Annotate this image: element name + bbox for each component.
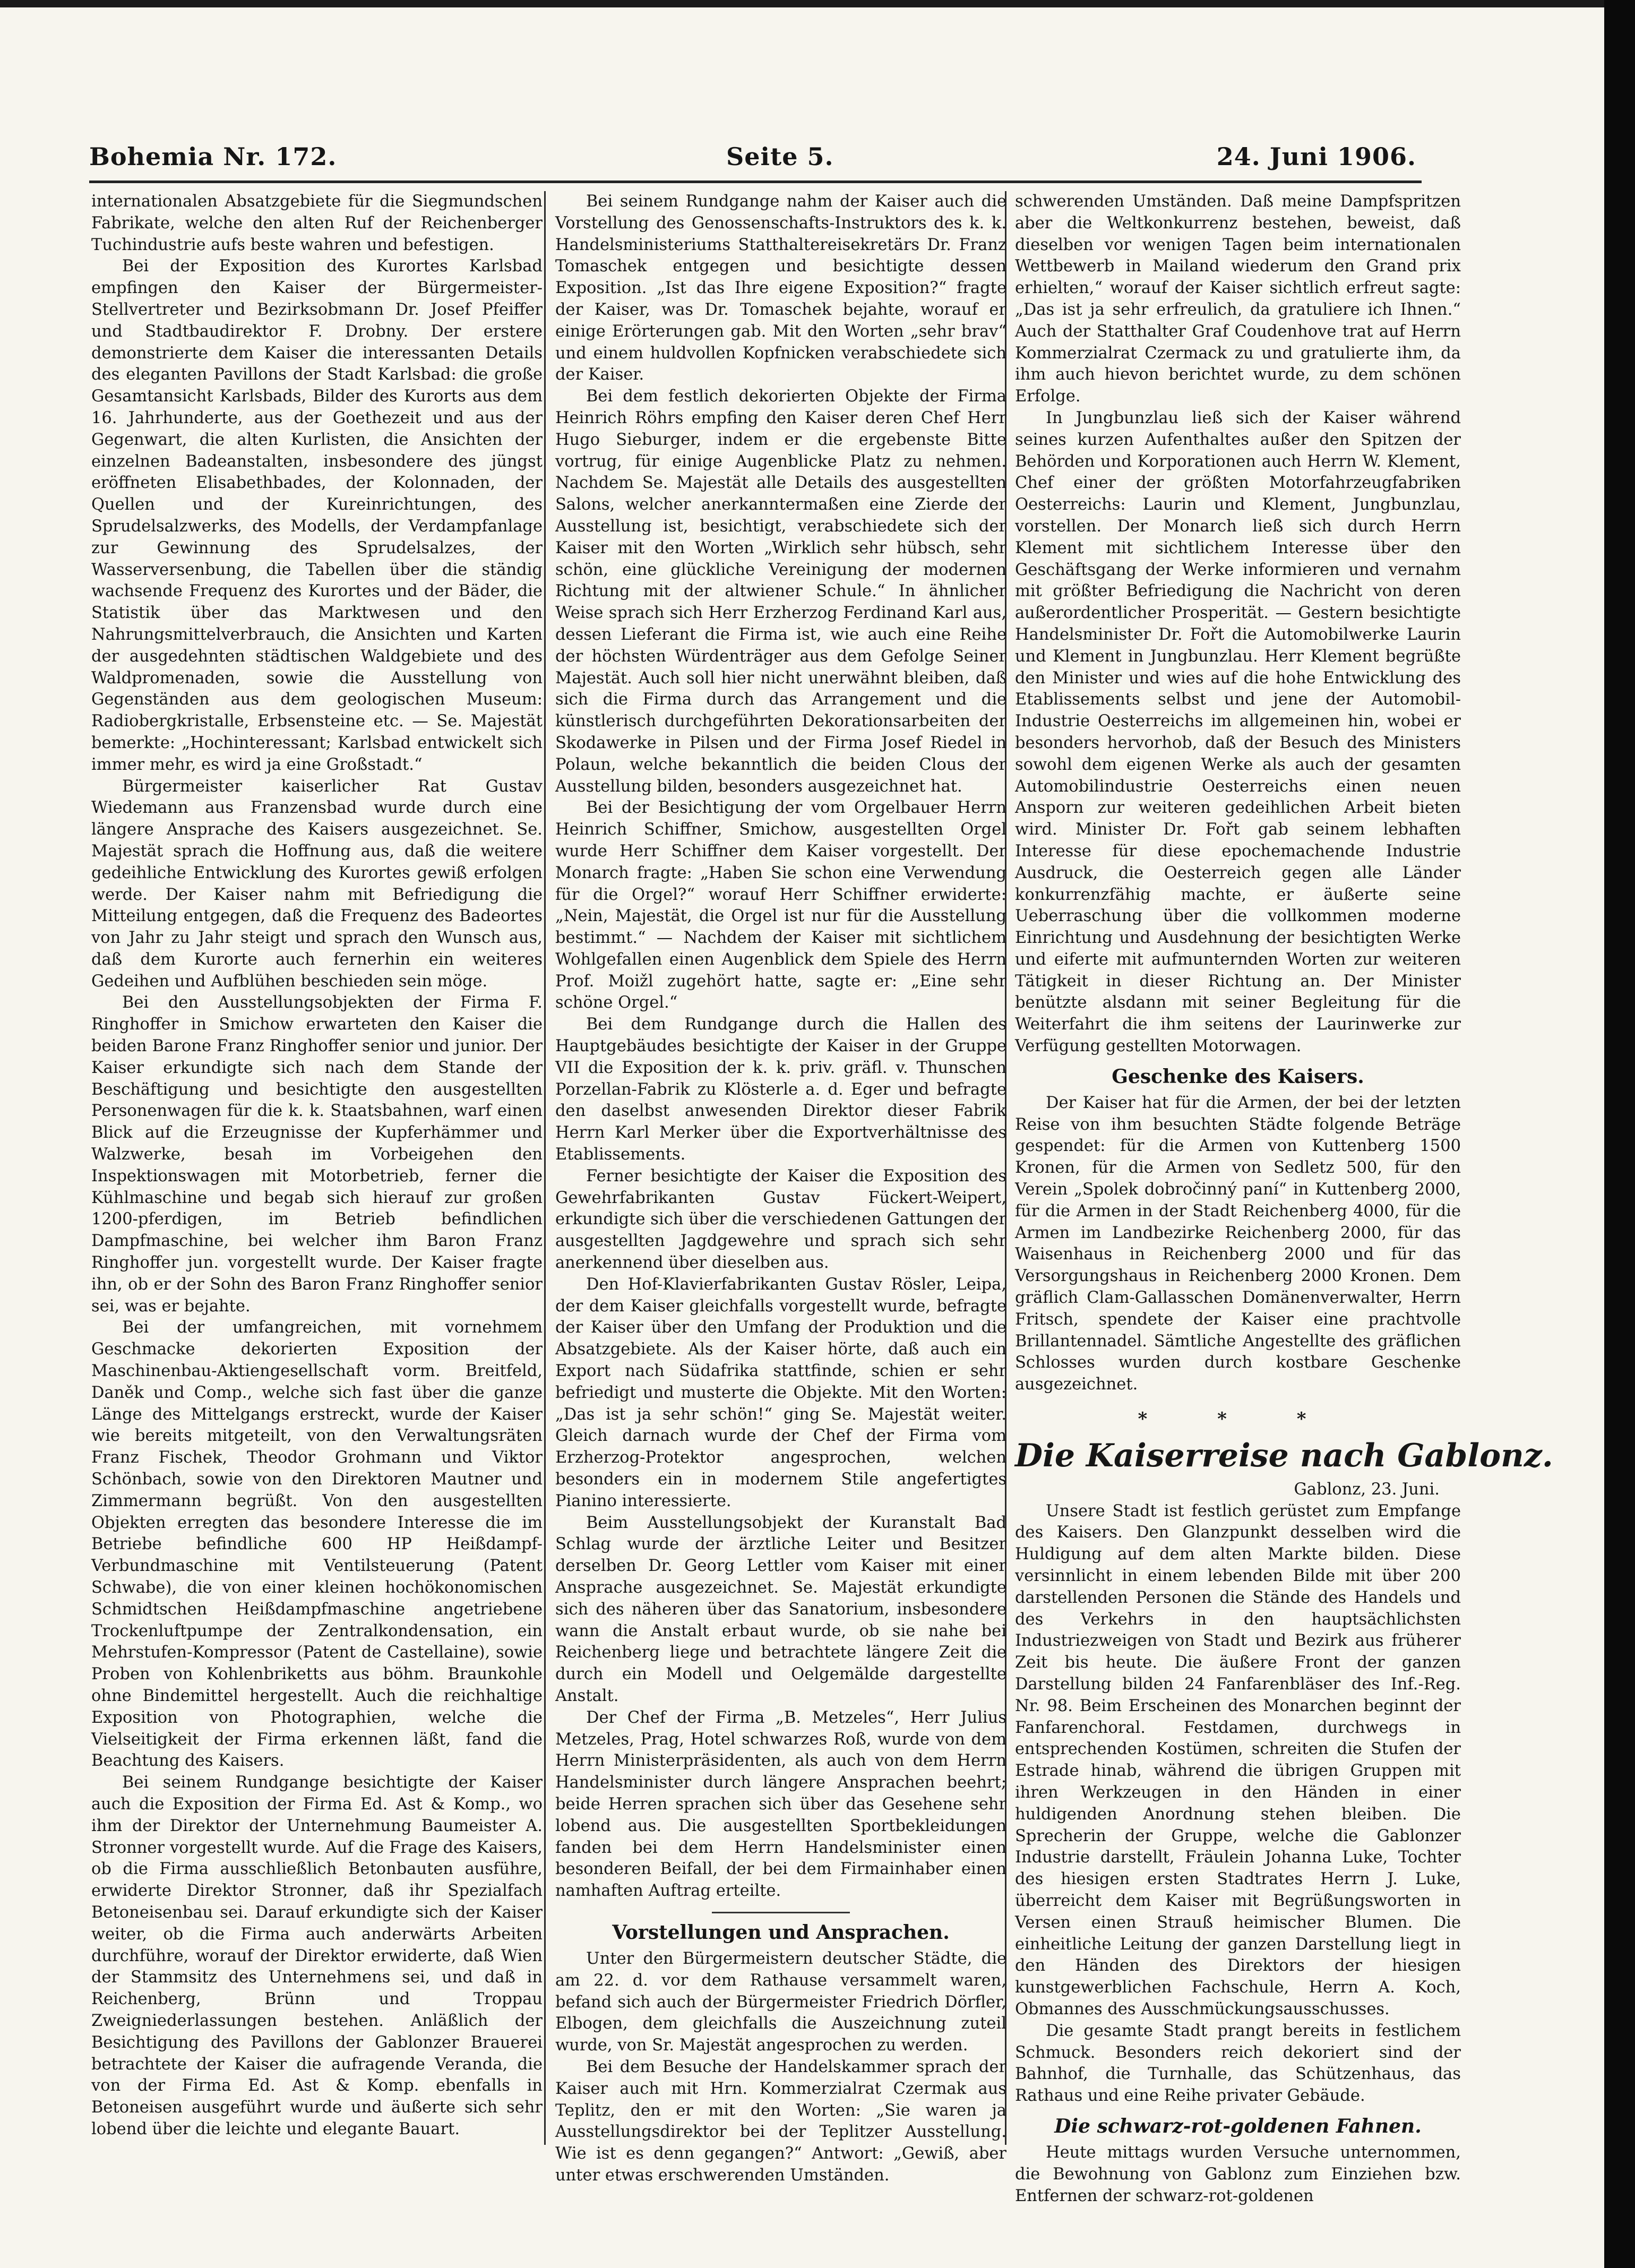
header-page-number: Seite 5. — [726, 142, 834, 171]
section-stars: * * * — [1138, 1408, 1338, 1430]
paragraph: Bei seinem Rundgange besichtigte der Kaiser auch die Exposition der Firma Ed. Ast & Komp., wo ihm der Direktor der Unternehmung Baumeister A. Stronner vorgestellt wurde. Auf die Frage des Kaisers, ob die Firma ausschließlich Betonbauten ausführe, erwiderte Direktor Stronner, daß ihr Spezialfach Betoneisenbau sei. Darauf erkundigte sich der Kaiser weiter, ob die Firma auch anderwärts Arbeiten durchführe, worauf der Direktor erwiderte, daß Wien der Stammsitz des Unternehmens sei, und daß in Reichenberg, Brünn und Troppau Zweigniederlassungen bestehen. Anläßlich der Besichtigung des Pavillons der Gablonzer Brauerei betrachtete der Kaiser die aufragende Veranda, die von der Firma Ed. Ast & Komp. ebenfalls in Betoneisen ausgeführt wurde und äußerte sich sehr lobend über die leichte und elegante Bauart. — [91, 1773, 543, 2138]
paragraph: internationalen Absatzgebiete für die Siegmundschen Fabrikate, welche den alten Ruf der Reichenberger Tuchindustrie aufs beste wahren und befestigen. — [91, 192, 543, 254]
paragraph: In Jungbunzlau ließ sich der Kaiser während seines kurzen Aufenthaltes außer den Spitzen der Behörden und Korporationen auch Herrn W. Klement, Chef einer der größten Motorfahrzeugfabriken Oesterreichs: Laurin und Klement, Jungbunzlau, vorstellen. Der Monarch ließ sich durch Herrn Klement mit sichtlichem Interesse über den Geschäftsgang der Werke informieren und vernahm mit größter Befriedigung die Nachricht von deren außerordentlicher Prosperität. — Gestern besichtigte Handelsminister Dr. Fořt die Automobilwerke Laurin und Klement in Jungbunzlau. Herr Klement begrüßte den Minister und wies auf die hohe Entwicklung des Etablissements selbst und jene der Automobil-Industrie Oesterreichs im allgemeinen hin, wobei er besonders hervorhob, daß der Besuch des Ministers sowohl dem eigenen Werke als auch der gesamten Automobilindustrie Oesterreichs einen neuen Ansporn zur weiteren gedeihlichen Arbeit bieten wird. Minister Dr. Fořt gab seinem lebhaften Interesse für diese epochemachende Industrie Ausdruck, die Oesterreich gegen alle Länder konkurrenzfähig machte, er äußerte seine Ueberraschung über die vollkommen moderne Einrichtung und Ausdehnung der besichtigten Werke und eiferte mit aufmunternden Worten zur weiteren Tätigkeit in dieser Richtung an. Der Minister benützte alsdann mit seiner Begleitung für die Weiterfahrt die ihm seitens der Laurinwerke zur Verfügung gestellten Motorwagen. — [1015, 408, 1461, 1056]
paragraph: Bei dem Rundgange durch die Hallen des Hauptgebäudes besichtigte der Kaiser in der Gruppe VII die Exposition der k. k. priv. gräfl. v. Thunschen Porzellan-Fabrik zu Klösterle a. d. Eger und befragte den daselbst anwesenden Direktor dieser Fabrik Herrn Karl Merker über die Exportverhältnisse des Etablissements. — [555, 1015, 1006, 1164]
article-dateline: Gablonz, 23. Juni. — [1294, 1480, 1440, 1499]
paragraph: Bei der Exposition des Kurortes Karlsbad empfingen den Kaiser der Bürgermeister-Stellvertreter und Bezirksobmann Dr. Josef Pfeiffer und Stadtbaudirektor F. Drobny. Der erstere demonstrierte dem Kaiser die interessanten Details des eleganten Pavillons der Stadt Karlsbad: die große Gesamtansicht Karlsbads, Bilder des Kurorts aus dem 16. Jahrhunderte, aus der Goethezeit und aus der Gegenwart, die alten Kurlisten, die Ansichten der einzelnen Badeanstalten, insbesondere des jüngst eröffneten Elisabethbades, der Kolonnaden, der Quellen und der Kureinrichtungen, des Sprudelsalzwerks, des Modells, der Verdampfanlage zur Gewinnung des Sprudelsalzes, der Wasserversenbung, die Tabellen über die ständig wachsende Frequenz des Kurortes und der Bäder, die Statistik über das Marktwesen und den Nahrungsmittelverbrauch, die Ansichten und Karten der ausgedehnten städtischen Waldgebiete und des Waldpromenaden, sowie die Ausstellung von Gegenständen aus dem geologischen Museum: Radiobergkristalle, Erbsensteine etc. — Se. Majestät bemerkte: „Hochinteressant; Karlsbad entwickelt sich immer mehr, es wird ja eine Großstadt.“ — [91, 257, 543, 774]
paragraph: Unter den Bürgermeistern deutscher Städte, die am 22. d. vor dem Rathause versammelt waren, befand sich auch der Bürgermeister Friedrich Dörfler, Elbogen, dem gleichfalls die Auszeichnung zuteil wurde, von Sr. Majestät angesprochen zu werden. — [555, 1949, 1006, 2055]
article-headline: Die Kaiserreise nach Gablonz. — [1015, 1437, 1553, 1474]
scan-edge-top — [0, 0, 1635, 7]
column-2 — [555, 191, 1006, 2185]
section-title-fahnen: Die schwarz-rot-goldenen Fahnen. — [1054, 2115, 1422, 2137]
paragraph: Bei dem festlich dekorierten Objekte der Firma Heinrich Röhrs empfing den Kaiser deren Chef Herr Hugo Sieburger, indem er die ergebenste Bitte vortrug, für einige Augenblicke Platz zu nehmen. Nachdem Se. Majestät alle Details des ausgestellten Salons, welcher anerkanntermaßen eine Zierde der Ausstellung ist, besichtigt, verabschiedete sich der Kaiser mit den Worten „Wirklich sehr hübsch, sehr schön, eine glückliche Vereinigung der modernen Richtung mit der altwiener Schule.“ In ähnlicher Weise sprach sich Herr Erzherzog Ferdinand Karl aus, dessen Lieferant die Firma ist, wie auch eine Reihe der höchsten Würdenträger aus dem Gefolge Seiner Majestät. Auch soll hier nicht unerwähnt bleiben, daß sich die Firma durch das Arrangement und die künstlerisch durchgeführten Dekorationsarbeiten der Skodawerke in Pilsen und der Firma Josef Riedel in Polaun, welche bekanntlich die beiden Clous der Ausstellung bilden, besonders ausgezeichnet hat. — [555, 387, 1006, 796]
paragraph: Ferner besichtigte der Kaiser die Exposition des Gewehrfabrikanten Gustav Fückert-Weipert, erkundigte sich über die verschiedenen Gattungen der ausgestellten Jagdgewehre und sprach sich sehr anerkennend über dieselben aus. — [555, 1166, 1006, 1273]
paragraph: Die gesamte Stadt prangt bereits in festlichem Schmuck. Besonders reich dekoriert sind der Bahnhof, die Turnhalle, das Schützenhaus, das Rathaus und eine Reihe privater Gebäude. — [1015, 2021, 1461, 2106]
paragraph: Der Kaiser hat für die Armen, der bei der letzten Reise von ihm besuchten Städte folgende Beträge gespendet: für die Armen von Kuttenberg 1500 Kronen, für die Armen von Sedletz 500, für den Verein „Spolek dobročinný paní“ in Kuttenberg 2000, für die Armen in der Stadt Reichenberg 4000, für die Armen im Landbezirke Reichenberg 2000, für das Waisenhaus in Reichenberg 2000 und für das Versorgungshaus in Reichenberg 2000 Kronen. Dem gräflich Clam-Gallasschen Domänenverwalter, Herrn Fritsch, spendete der Kaiser eine prachtvolle Brillantennadel. Sämtliche Angestellte des gräflichen Schlosses wurden durch kostbare Geschenke ausgezeichnet. — [1015, 1093, 1461, 1394]
column-rule-1 — [544, 191, 546, 2145]
scan-edge-right — [1604, 0, 1635, 2268]
paragraph: Bei der umfangreichen, mit vornehmem Geschmacke dekorierten Exposition der Maschinenbau-Aktiengesellschaft vorm. Breitfeld, Daněk und Comp., welche sich fast über die ganze Länge des Mittelgangs erstreckt, wurde der Kaiser wie bereits mitgeteilt, von den Verwaltungsräten Franz Fischek, Theodor Grohmann und Viktor Schönbach, sowie von den Direktoren Mautner und Zimmermann begrüßt. Von den ausgestellten Objekten erregten das besondere Interesse die im Betriebe befindliche 600 HP Heißdampf-Verbundmaschine mit Ventilsteuerung (Patent Schwabe), die von einer kleinen hochökonomischen Schmidtschen Heißdampfmaschine angetriebene Trockenluftpumpe der Zentralkondensation, ein Mehrstufen-Kompressor (Patent de Castellaine), sowie Proben von Kohlenbriketts aus böhm. Braunkohle ohne Bindemittel hergestellt. Auch die reichhaltige Exposition von Photographien, welche die Vielseitigkeit der Firma erkennen läßt, fand die Beachtung des Kaisers. — [91, 1318, 543, 1771]
paragraph: schwerenden Umständen. Daß meine Dampfspritzen aber die Weltkonkurrenz bestehen, beweist, daß dieselben vor wenigen Tagen beim internationalen Wettbewerb in Mailand wiederum den Grand prix erhielten,“ worauf der Kaiser sichtlich erfreut sagte: „Das ist ja sehr erfreulich, da gratuliere ich Ihnen.“ Auch der Statthalter Graf Coudenhove trat auf Herrn Kommerzialrat Czermack zu und gratulierte ihm, da ihm auch hievon berichtet wurde, zu dem schönen Erfolge. — [1015, 192, 1461, 406]
paragraph: Bei seinem Rundgange nahm der Kaiser auch die Vorstellung des Genossenschafts-Instruktors des k. k. Handelsministeriums Statthaltereisekretärs Dr. Franz Tomaschek entgegen und besichtigte dessen Exposition. „Ist das Ihre eigene Exposition?“ fragte der Kaiser, was Dr. Tomaschek bejahte, worauf er einige Erörterungen gab. Mit den Worten „sehr brav“ und einem huldvollen Kopfnicken verabschiedete sich der Kaiser. — [555, 192, 1006, 384]
column-3 — [1015, 191, 1553, 2205]
column-1 — [91, 191, 543, 2155]
paragraph: Der Chef der Firma „B. Metzeles“, Herr Julius Metzeles, Prag, Hotel schwarzes Roß, wurde von dem Herrn Ministerpräsidenten, als auch von dem Herrn Handelsminister durch längere Ansprachen beehrt; beide Herren sprachen sich über das Gesehene sehr lobend aus. Die ausgestellten Sportbekleidungen fanden bei dem Herrn Handelsminister einen besonderen Beifall, der bei dem Firmainhaber einen namhaften Auftrag erteilte. — [555, 1708, 1006, 1901]
header-rule — [89, 181, 1422, 183]
paragraph: Unsere Stadt ist festlich gerüstet zum Empfange des Kaisers. Den Glanzpunkt desselben wird die Huldigung auf dem alten Markte bilden. Diese versinnlicht in einem lebenden Bilde mit über 200 darstellenden Personen die Stände des Handels und des Verkehrs in den hauptsächlichsten Industriezweigen von Stadt und Bezirk aus früherer Zeit bis heute. Die äußere Front der ganzen Darstellung bilden 24 Fanfarenbläser des Inf.-Reg. Nr. 98. Beim Erscheinen des Monarchen beginnt der Fanfarenchoral. Festdamen, durchwegs in entsprechenden Kostümen, schreiten die Stufen der Estrade hinab, während die übrigen Gruppen mit ihren Werkzeugen in den Händen in einer huldigenden Anordnung stehen bleiben. Die Sprecherin der Gruppe, welche die Gablonzer Industrie darstellt, Fräulein Johanna Luke, Tochter des hiesigen ersten Stadtrates Herrn J. Luke, überreicht dem Kaiser mit Begrüßungsworten in Versen einen Strauß heimischer Blumen. Die einheitliche Leitung der ganzen Darstellung liegt in den Händen des Direktors der hiesigen kunstgewerblichen Fachschule, Herrn A. Koch, Obmannes des Ausschmückungsausschusses. — [1015, 1501, 1461, 2018]
header-issue: Bohemia Nr. 172. — [89, 142, 337, 171]
paragraph: Den Hof-Klavierfabrikanten Gustav Rösler, Leipa, der dem Kaiser gleichfalls vorgestellt wurde, befragte der Kaiser über den Umfang der Produktion und die Absatzgebiete. Als der Kaiser hörte, daß auch ein Export nach Südafrika stattfinde, schien er sehr befriedigt und musterte die Objekte. Mit den Worten: „Das ist ja sehr schön!“ ging Se. Majestät weiter. Gleich darnach wurde der Chef der Firma vom Erzherzog-Protektor angesprochen, welchen besonders ein in modernem Stile angefertigtes Pianino interessierte. — [555, 1275, 1006, 1510]
header-date: 24. Juni 1906. — [1216, 142, 1416, 171]
paragraph: Bei dem Besuche der Handelskammer sprach der Kaiser auch mit Hrn. Kommerzialrat Czermak aus Teplitz, den er mit den Worten: „Sie waren ja Ausstellungsdirektor bei der Teplitzer Ausstellung. Wie ist es denn gegangen?“ Antwort: „Gewiß, aber unter etwas erschwerenden Umständen. — [555, 2057, 1006, 2185]
page-header — [89, 142, 1416, 179]
paragraph: Bei den Ausstellungsobjekten der Firma F. Ringhoffer in Smichow erwarteten den Kaiser die beiden Barone Franz Ringhoffer senior und junior. Der Kaiser erkundigte sich nach dem Stande der Beschäftigung und besichtigte den ausgestellten Personenwagen für die k. k. Staatsbahnen, warf einen Blick auf die Erzeugnisse der Kupferhämmer und Walzwerke, besah im Vorbeigehen den Inspektionswagen mit Motorbetrieb, ferner die Kühlmaschine und begab sich hierauf zur großen 1200-pferdigen, im Betrieb befindlichen Dampfmaschine, bei welcher ihm Baron Franz Ringhoffer jun. vorgestellt wurde. Der Kaiser fragte ihn, ob er der Sohn des Baron Franz Ringhoffer senior sei, was er bejahte. — [91, 993, 543, 1316]
paragraph: Bürgermeister kaiserlicher Rat Gustav Wiedemann aus Franzensbad wurde durch eine längere Ansprache des Kaisers ausgezeichnet. Se. Majestät sprach die Hoffnung aus, daß die weitere gedeihliche Entwicklung des Kurortes gewiß erfolgen werde. Der Kaiser nahm mit Befriedigung die Mitteilung entgegen, daß die Frequenz des Badeortes von Jahr zu Jahr steigt und sprach den Wunsch aus, daß dem Kurorte auch fernerhin ein weiteres Gedeihen und Aufblühen beschieden sein möge. — [91, 777, 543, 991]
paragraph: Beim Ausstellungsobjekt der Kuranstalt Bad Schlag wurde der ärztliche Leiter und Besitzer derselben Dr. Georg Lettler vom Kaiser mit einer Ansprache ausgezeichnet. Se. Majestät erkundigte sich des näheren über das Sanatorium, insbesondere wann die Anstalt erbaut wurde, ob sie nahe bei Reichenberg liege und betrachtete längere Zeit die durch ein Modell und Oelgemälde dargestellte Anstalt. — [555, 1513, 1006, 1705]
section-separator — [712, 1912, 850, 1913]
paragraph: Heute mittags wurden Versuche unternommen, die Bewohnung von Gablonz zum Einziehen bzw. Entfernen der schwarz-rot-goldenen — [1015, 2143, 1461, 2205]
section-title-geschenke: Geschenke des Kaisers. — [1112, 1065, 1364, 1088]
paragraph: Bei der Besichtigung der vom Orgelbauer Herrn Heinrich Schiffner, Smichow, ausgestellten Orgel wurde Herr Schiffner dem Kaiser vorgestellt. Der Monarch fragte: „Haben Sie schon eine Verwendung für die Orgel?“ worauf Herr Schiffner erwiderte: „Nein, Majestät, die Orgel ist nur für die Ausstellung bestimmt.“ — Nachdem der Kaiser mit sichtlichem Wohlgefallen einen Augenblick dem Spiele des Herrn Prof. Moižl zugehört hatte, sagte er: „Eine sehr schöne Orgel.“ — [555, 798, 1006, 1012]
section-title-vorstellungen: Vorstellungen und Ansprachen. — [612, 1921, 950, 1944]
